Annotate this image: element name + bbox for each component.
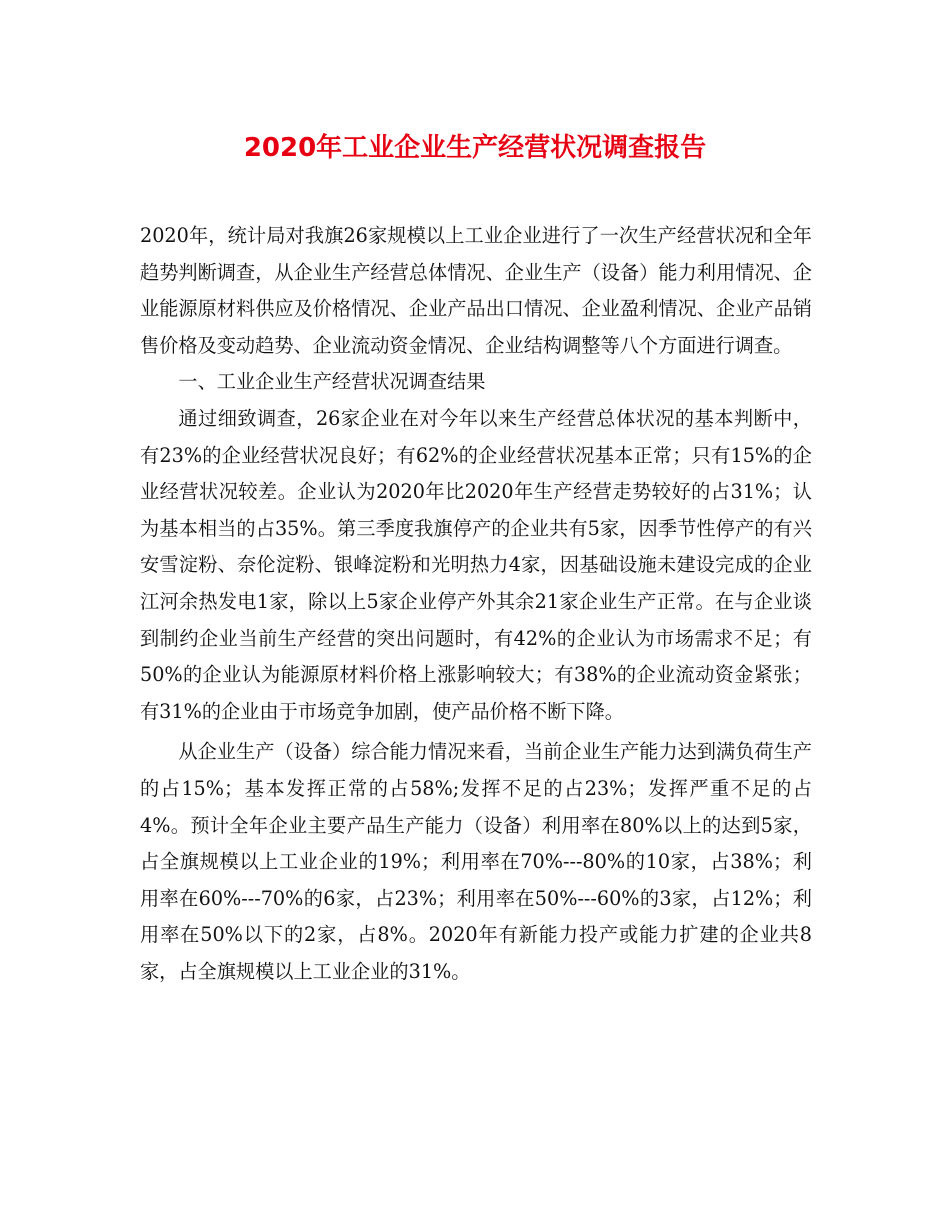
section-heading: 一、工业企业生产经营状况调查结果 (178, 370, 486, 394)
document-title: 2020年工业企业生产经营状况调查报告 (243, 133, 707, 163)
survey-results-paragraph: 通过细致调查，26家企业在对今年以来生产经营总体状况的基本判断中，有23%的企业经营状况良好；有62%的企业经营状况基本正常；只有15%的企业经营状况较差。企业认为2020年比2020年生产经营走势较好的占31%；认为基本相当的占35%。第三季度我旗停产的企业共有5家，因季节性停产的有兴安雪淀粉、奈伦淀粉、银峰淀粉和光明热力4家，因基础设施未建设完成的企业江河余热发电1家，除以上5家企业停产外其余21家企业生产正常。在与企业谈到制约企业当前生产经营的突出问题时，有42%的企业认为市场需求不足；有50%的企业认为能源原材料价格上涨影响较大；有38%的企业流动资金紧张；有31%的企业由于市场竞争加剧，使产品价格不断下降。 (140, 406, 812, 723)
document-body (140, 218, 812, 990)
intro-paragraph: 2020年，统计局对我旗26家规模以上工业企业进行了一次生产经营状况和全年趋势判断调查，从企业生产经营总体情况、企业生产（设备）能力利用情况、企业能源原材料供应及价格情况、企业产品出口情况、企业盈利情况、企业产品销售价格及变动趋势、企业流动资金情况、企业结构调整等八个方面进行调查。 (140, 224, 812, 357)
capacity-paragraph: 从企业生产（设备）综合能力情况来看，当前企业生产能力达到满负荷生产的占15%；基本发挥正常的占58%;发挥不足的占23%；发挥严重不足的占4%。预计全年企业主要产品生产能力（设备）利用率在80%以上的达到5家，占全旗规模以上工业企业的19%；利用率在70%---80%的10家，占38%；利用率在60%---70%的6家，占23%；利用率在50%---60%的3家，占12%；利用率在50%以下的2家，占8%。2020年有新能力投产或能力扩建的企业共8家，占全旗规模以上工业企业的31%。 (140, 740, 812, 983)
